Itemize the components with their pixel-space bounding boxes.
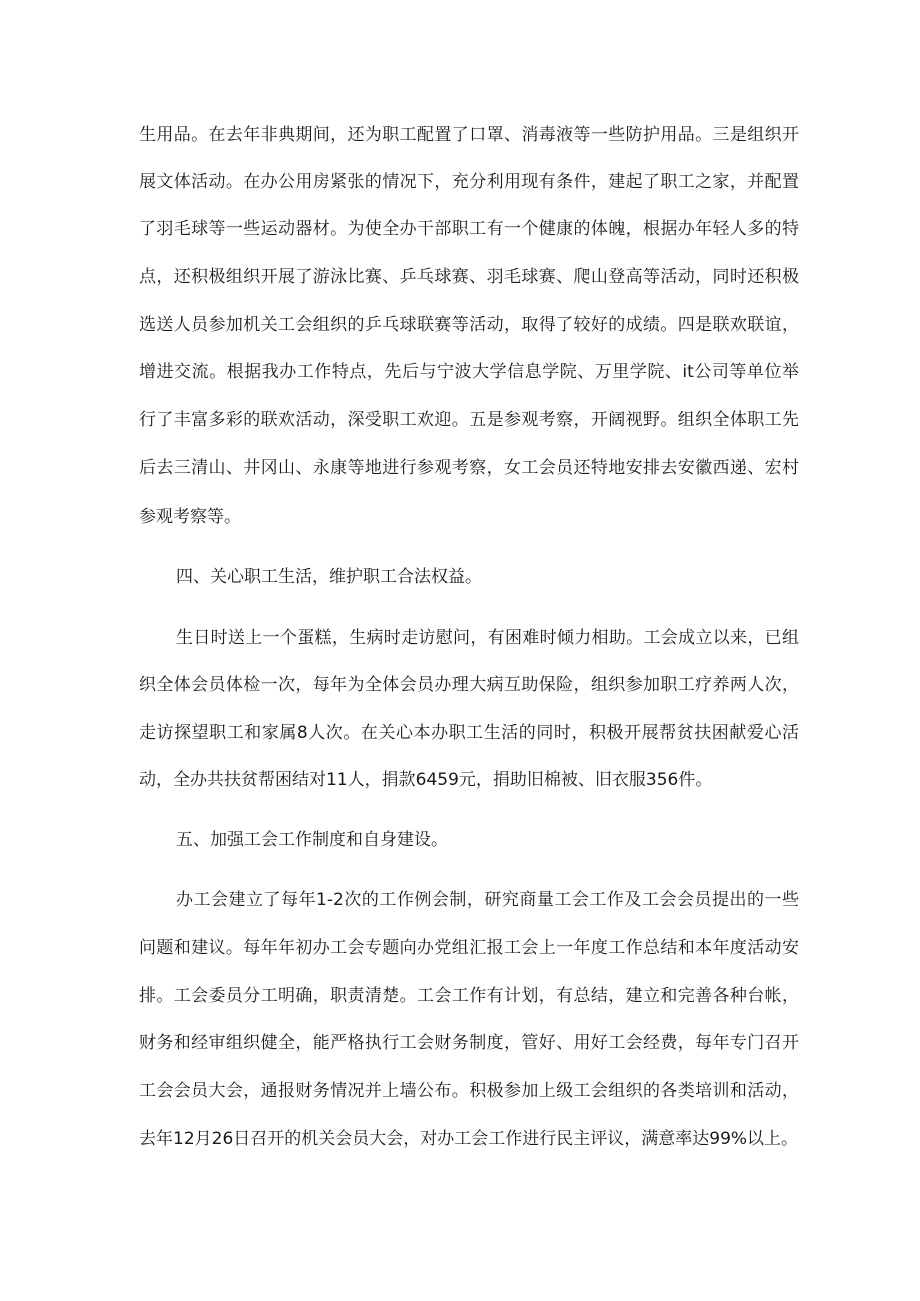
paragraph-line: 选送人员参加机关工会组织的乒乓球联赛等活动，取得了较好的成绩。四是联欢联谊， [139, 315, 799, 335]
paragraph-line: 去年12月26日召开的机关会员大会，对办工会工作进行民主评议，满意率达99%以上。 [139, 1129, 799, 1149]
paragraph-line: 工会会员大会，通报财务情况并上墙公布。积极参加上级工会组织的各类培训和活动， [139, 1081, 799, 1101]
paragraph-line: 办工会建立了每年1-2次的工作例会制，研究商量工会工作及工会会员提出的一些 [176, 890, 799, 910]
paragraph-line: 动，全办共扶贫帮困结对11人，捐款6459元，捐助旧棉被、旧衣服356件。 [139, 770, 713, 790]
section-heading: 五、加强工会工作制度和自身建设。 [176, 830, 448, 850]
paragraph-line: 财务和经审组织健全，能严格执行工会财务制度，管好、用好工会经费，每年专门召开 [139, 1033, 799, 1053]
paragraph-line: 后去三清山、井冈山、永康等地进行参观考察，女工会员还特地安排去安徽西递、宏村 [139, 458, 799, 478]
paragraph-line: 参观考察等。 [139, 507, 241, 527]
paragraph-line: 增进交流。根据我办工作特点，先后与宁波大学信息学院、万里学院、it公司等单位举 [139, 362, 799, 382]
paragraph-line: 排。工会委员分工明确，职责清楚。工会工作有计划，有总结，建立和完善各种台帐， [139, 986, 799, 1006]
paragraph-line: 问题和建议。每年年初办工会专题向办党组汇报工会上一年度工作总结和本年度活动安 [139, 938, 799, 958]
paragraph-line: 生日时送上一个蛋糕，生病时走访慰问，有困难时倾力相助。工会成立以来，已组 [176, 628, 799, 648]
paragraph-line: 织全体会员体检一次，每年为全体会员办理大病互助保险，组织参加职工疗养两人次， [139, 675, 799, 695]
paragraph-line: 行了丰富多彩的联欢活动，深受职工欢迎。五是参观考察，开阔视野。组织全体职工先 [139, 410, 799, 430]
paragraph-line: 生用品。在去年非典期间，还为职工配置了口罩、消毒液等一些防护用品。三是组织开 [139, 125, 799, 145]
paragraph-line: 了羽毛球等一些运动器材。为使全办干部职工有一个健康的体魄，根据办年轻人多的特 [139, 219, 799, 239]
paragraph-line: 走访探望职工和家属8人次。在关心本办职工生活的同时，积极开展帮贫扶困献爱心活 [139, 723, 799, 743]
paragraph-line: 点，还积极组织开展了游泳比赛、乒乓球赛、羽毛球赛、爬山登高等活动，同时还积极 [139, 267, 799, 287]
section-heading: 四、关心职工生活，维护职工合法权益。 [176, 567, 482, 587]
paragraph-line: 展文体活动。在办公用房紧张的情况下，充分利用现有条件，建起了职工之家，并配置 [139, 172, 799, 192]
